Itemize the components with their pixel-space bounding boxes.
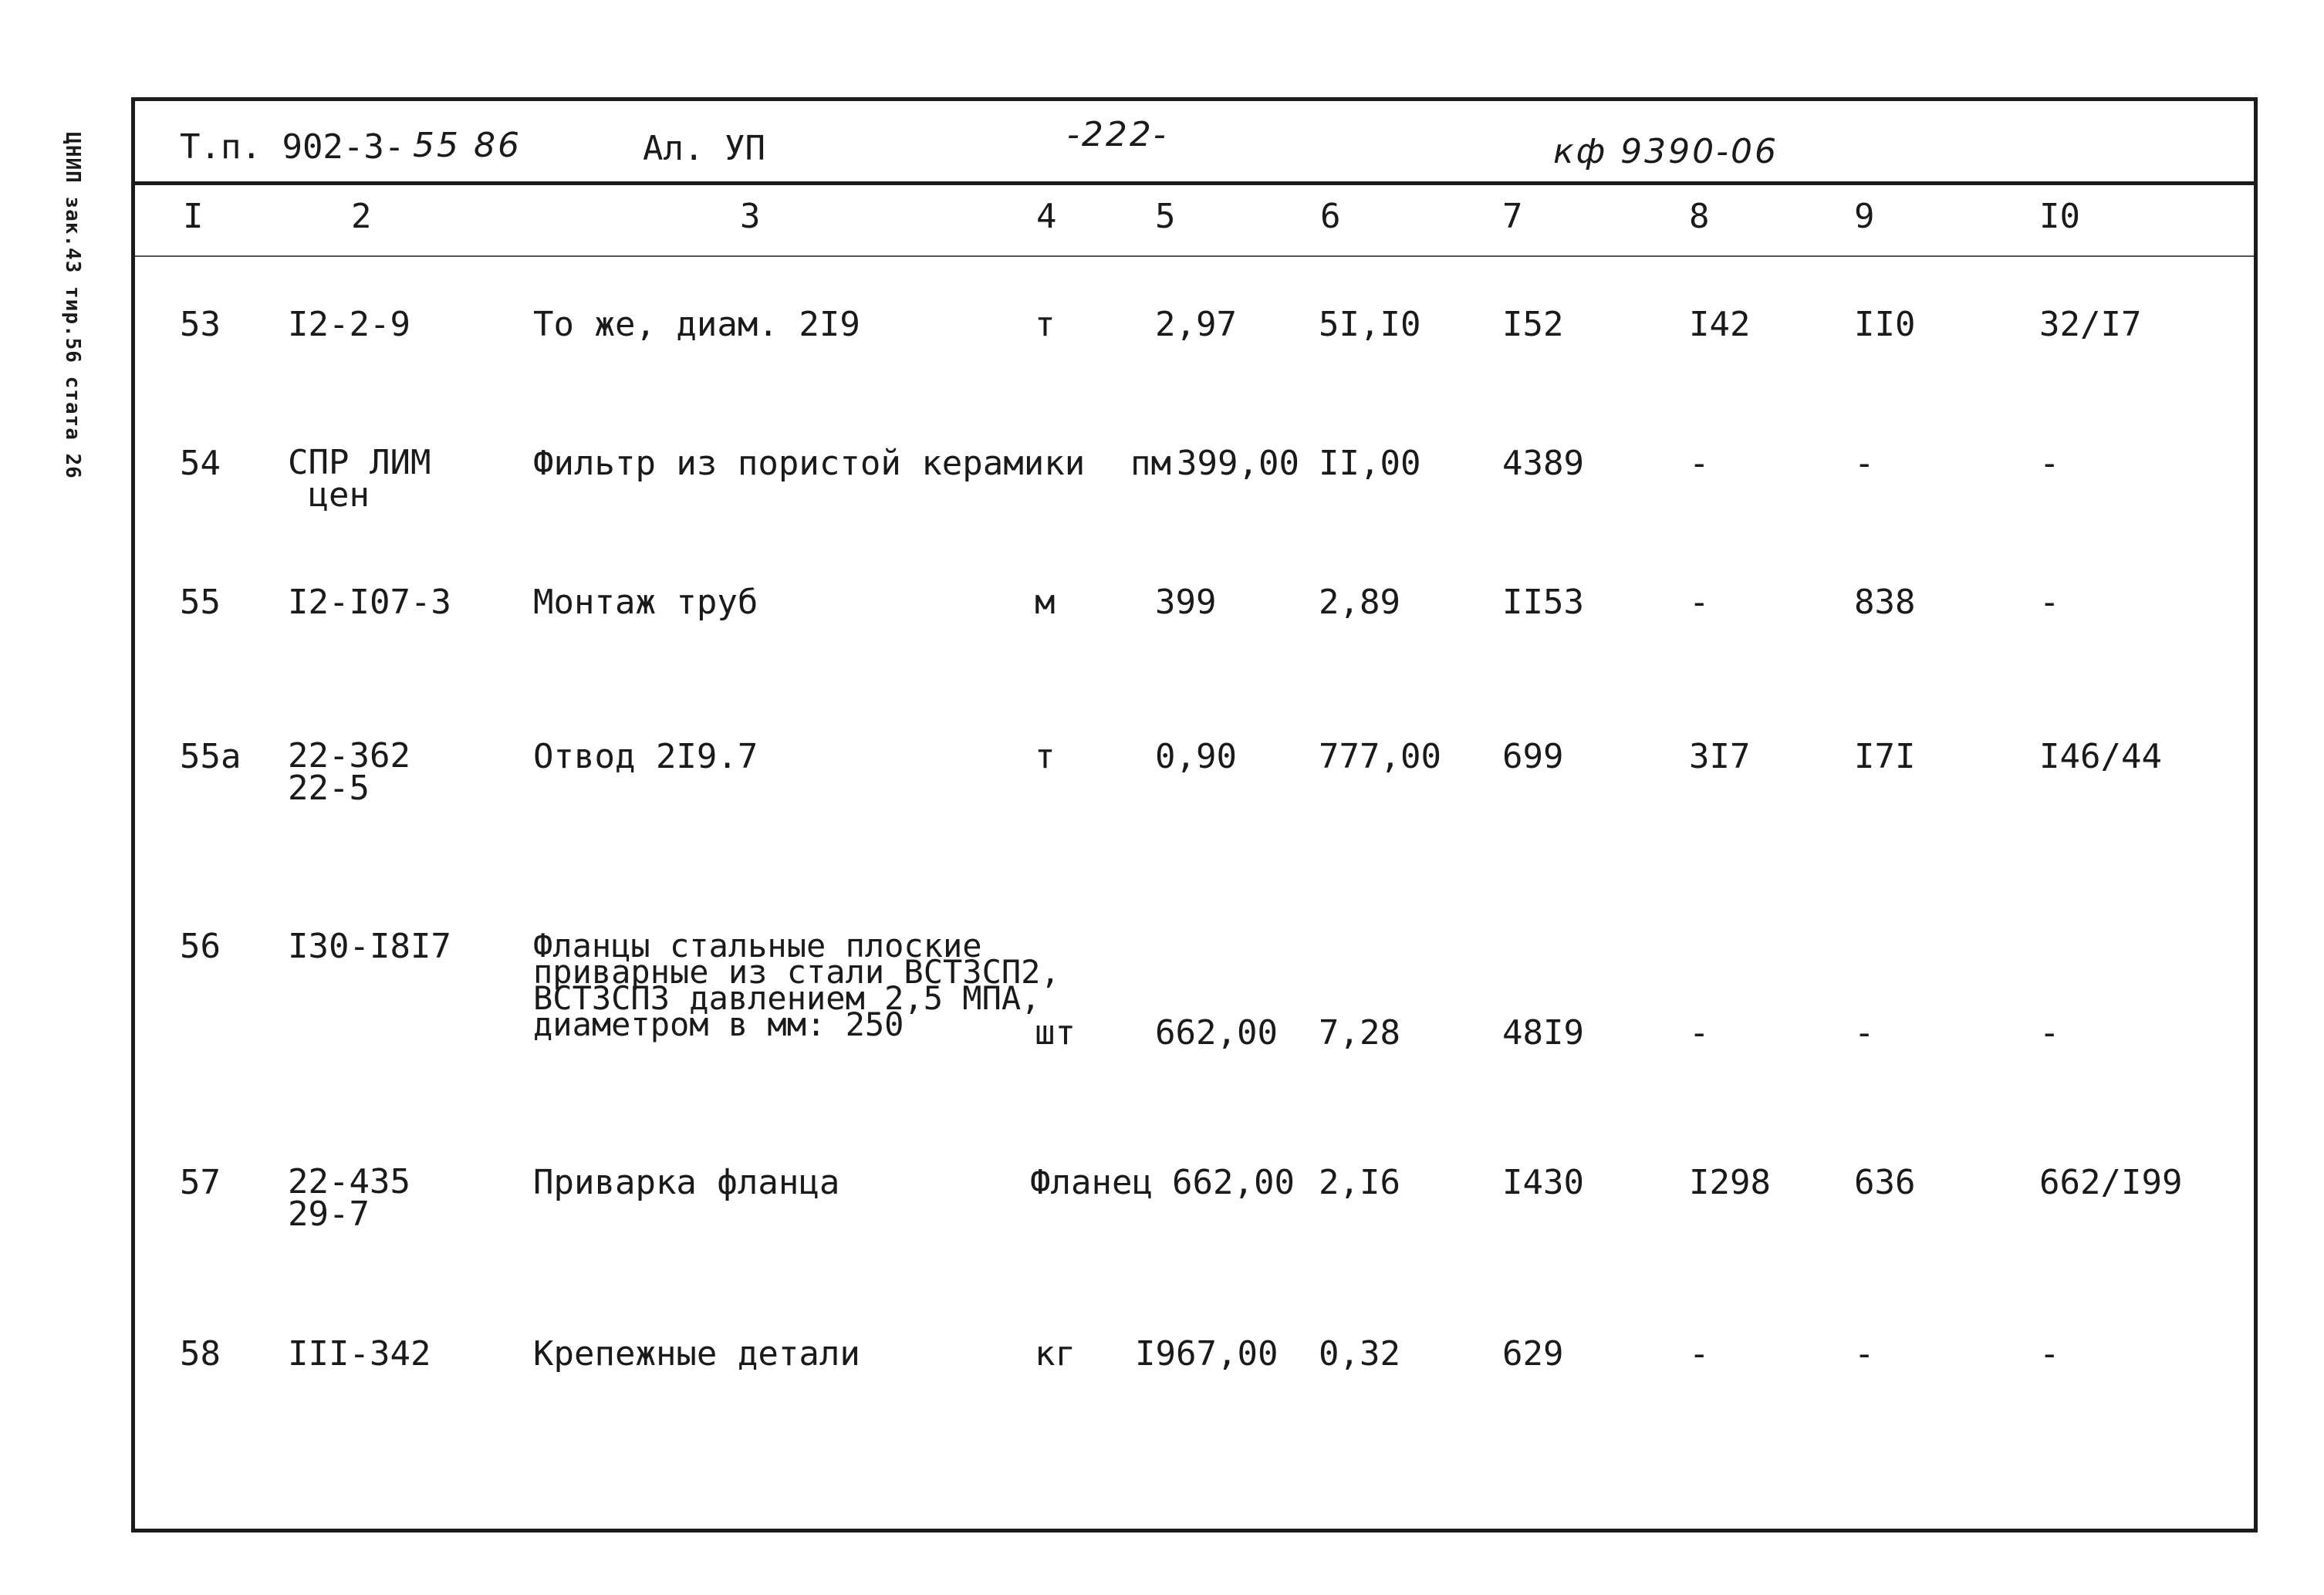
unit-price: II,00 xyxy=(1319,444,1421,483)
col-10-value: - xyxy=(2039,583,2060,622)
header-divider xyxy=(135,181,2254,185)
col-10-value: 662/I99 xyxy=(2039,1163,2183,1202)
norm-code: 22-435 29-7 xyxy=(288,1162,410,1234)
unit: шт xyxy=(1035,1013,1076,1053)
page-number: -222- xyxy=(1067,115,1168,154)
row-number: 53 xyxy=(180,305,221,344)
col-9-value: II0 xyxy=(1854,305,1916,344)
col-9-value: 636 xyxy=(1854,1163,1916,1202)
unit-price: 7,28 xyxy=(1319,1013,1400,1053)
norm-code: I30-I8I7 xyxy=(288,927,451,966)
quantity: 399 xyxy=(1155,583,1217,622)
col-7-value: 4389 xyxy=(1502,444,1584,483)
work-description: Отвод 2I9.7 xyxy=(533,737,758,776)
document-table-frame xyxy=(131,97,2258,1532)
document-code: кф 9390-06 xyxy=(1553,132,1779,171)
unit-price: 2,89 xyxy=(1319,583,1400,622)
project-number: Т.п. 902-3- xyxy=(180,127,405,167)
col-10-value: - xyxy=(2039,1013,2060,1053)
row-number: 55 xyxy=(180,583,221,622)
col-8-value: 3I7 xyxy=(1689,737,1751,776)
work-description: Приварка фланца xyxy=(533,1163,840,1202)
album-label: Ал. УП xyxy=(643,129,765,168)
column-header-3: 3 xyxy=(740,197,761,236)
col-8-value: - xyxy=(1689,1013,1710,1053)
norm-code: 22-362 22-5 xyxy=(288,736,410,808)
column-header-1: I xyxy=(183,197,204,236)
norm-code: I2-2-9 xyxy=(288,305,410,344)
quantity: 662,00 xyxy=(1155,1013,1278,1053)
col-9-value: - xyxy=(1854,1013,1875,1053)
row-number: 57 xyxy=(180,1163,221,1202)
unit-price: 5I,I0 xyxy=(1319,305,1421,344)
row-number: 56 xyxy=(180,927,221,966)
row-number: 55а xyxy=(180,737,242,776)
unit-price: 2,I6 xyxy=(1319,1163,1400,1202)
col-8-value: - xyxy=(1689,444,1710,483)
unit: Фланец xyxy=(1030,1163,1153,1202)
work-description: То же, диам. 2I9 xyxy=(533,305,860,344)
side-margin-note xyxy=(42,105,103,506)
col-10-value: 32/I7 xyxy=(2039,305,2142,344)
col-9-value: 838 xyxy=(1854,583,1916,622)
work-description: Фланцы стальные плоские приварные из стали ВСТ3СП2, ВСТ3СП3 давлением 2,5 МПА, диаметром в мм: 250 xyxy=(533,927,1060,1043)
quantity: 2,97 xyxy=(1155,305,1237,344)
col-7-value: 629 xyxy=(1502,1334,1564,1374)
work-description: Крепежные детали xyxy=(533,1334,860,1374)
quantity: 0,90 xyxy=(1155,737,1237,776)
column-header-4: 4 xyxy=(1036,197,1057,236)
column-header-divider xyxy=(135,255,2254,257)
work-description: Фильтр из пористой керамики xyxy=(533,444,1086,483)
col-10-value: - xyxy=(2039,444,2060,483)
norm-code: СПР ЛИМ цен xyxy=(288,443,431,515)
col-10-value: I46/44 xyxy=(2039,737,2162,776)
unit: т xyxy=(1035,305,1056,344)
col-10-value: - xyxy=(2039,1334,2060,1374)
col-7-value: I430 xyxy=(1502,1163,1584,1202)
col-9-value: - xyxy=(1854,444,1875,483)
col-7-value: 699 xyxy=(1502,737,1564,776)
col-9-value: - xyxy=(1854,1334,1875,1374)
column-header-9: 9 xyxy=(1854,197,1875,236)
unit: кг xyxy=(1035,1334,1076,1374)
row-number: 58 xyxy=(180,1334,221,1374)
col-7-value: 48I9 xyxy=(1502,1013,1584,1053)
work-description: Монтаж труб xyxy=(533,583,758,622)
column-header-2: 2 xyxy=(351,197,372,236)
col-8-value: - xyxy=(1689,583,1710,622)
unit: пм xyxy=(1130,444,1171,483)
column-header-6: 6 xyxy=(1320,197,1341,236)
project-number-handwritten: 55 86 xyxy=(413,126,522,165)
unit-price: 0,32 xyxy=(1319,1334,1400,1374)
unit-price: 777,00 xyxy=(1319,737,1441,776)
column-header-10: I0 xyxy=(2039,197,2080,236)
quantity: 399,00 xyxy=(1177,444,1299,483)
unit: м xyxy=(1035,583,1056,622)
quantity: I967,00 xyxy=(1135,1334,1279,1374)
quantity: 662,00 xyxy=(1172,1163,1295,1202)
col-8-value: I42 xyxy=(1689,305,1751,344)
norm-code: III-342 xyxy=(288,1334,431,1374)
row-number: 54 xyxy=(180,444,221,483)
col-8-value: - xyxy=(1689,1334,1710,1374)
col-8-value: I298 xyxy=(1689,1163,1771,1202)
margin-note-text: ЦНИП зак.43 тир.56 стата 26 xyxy=(61,132,84,479)
col-9-value: I7I xyxy=(1854,737,1916,776)
column-header-8: 8 xyxy=(1689,197,1710,236)
col-7-value: I52 xyxy=(1502,305,1564,344)
column-header-7: 7 xyxy=(1502,197,1523,236)
column-header-5: 5 xyxy=(1155,197,1176,236)
norm-code: I2-I07-3 xyxy=(288,583,451,622)
unit: т xyxy=(1035,737,1056,776)
col-7-value: II53 xyxy=(1502,583,1584,622)
